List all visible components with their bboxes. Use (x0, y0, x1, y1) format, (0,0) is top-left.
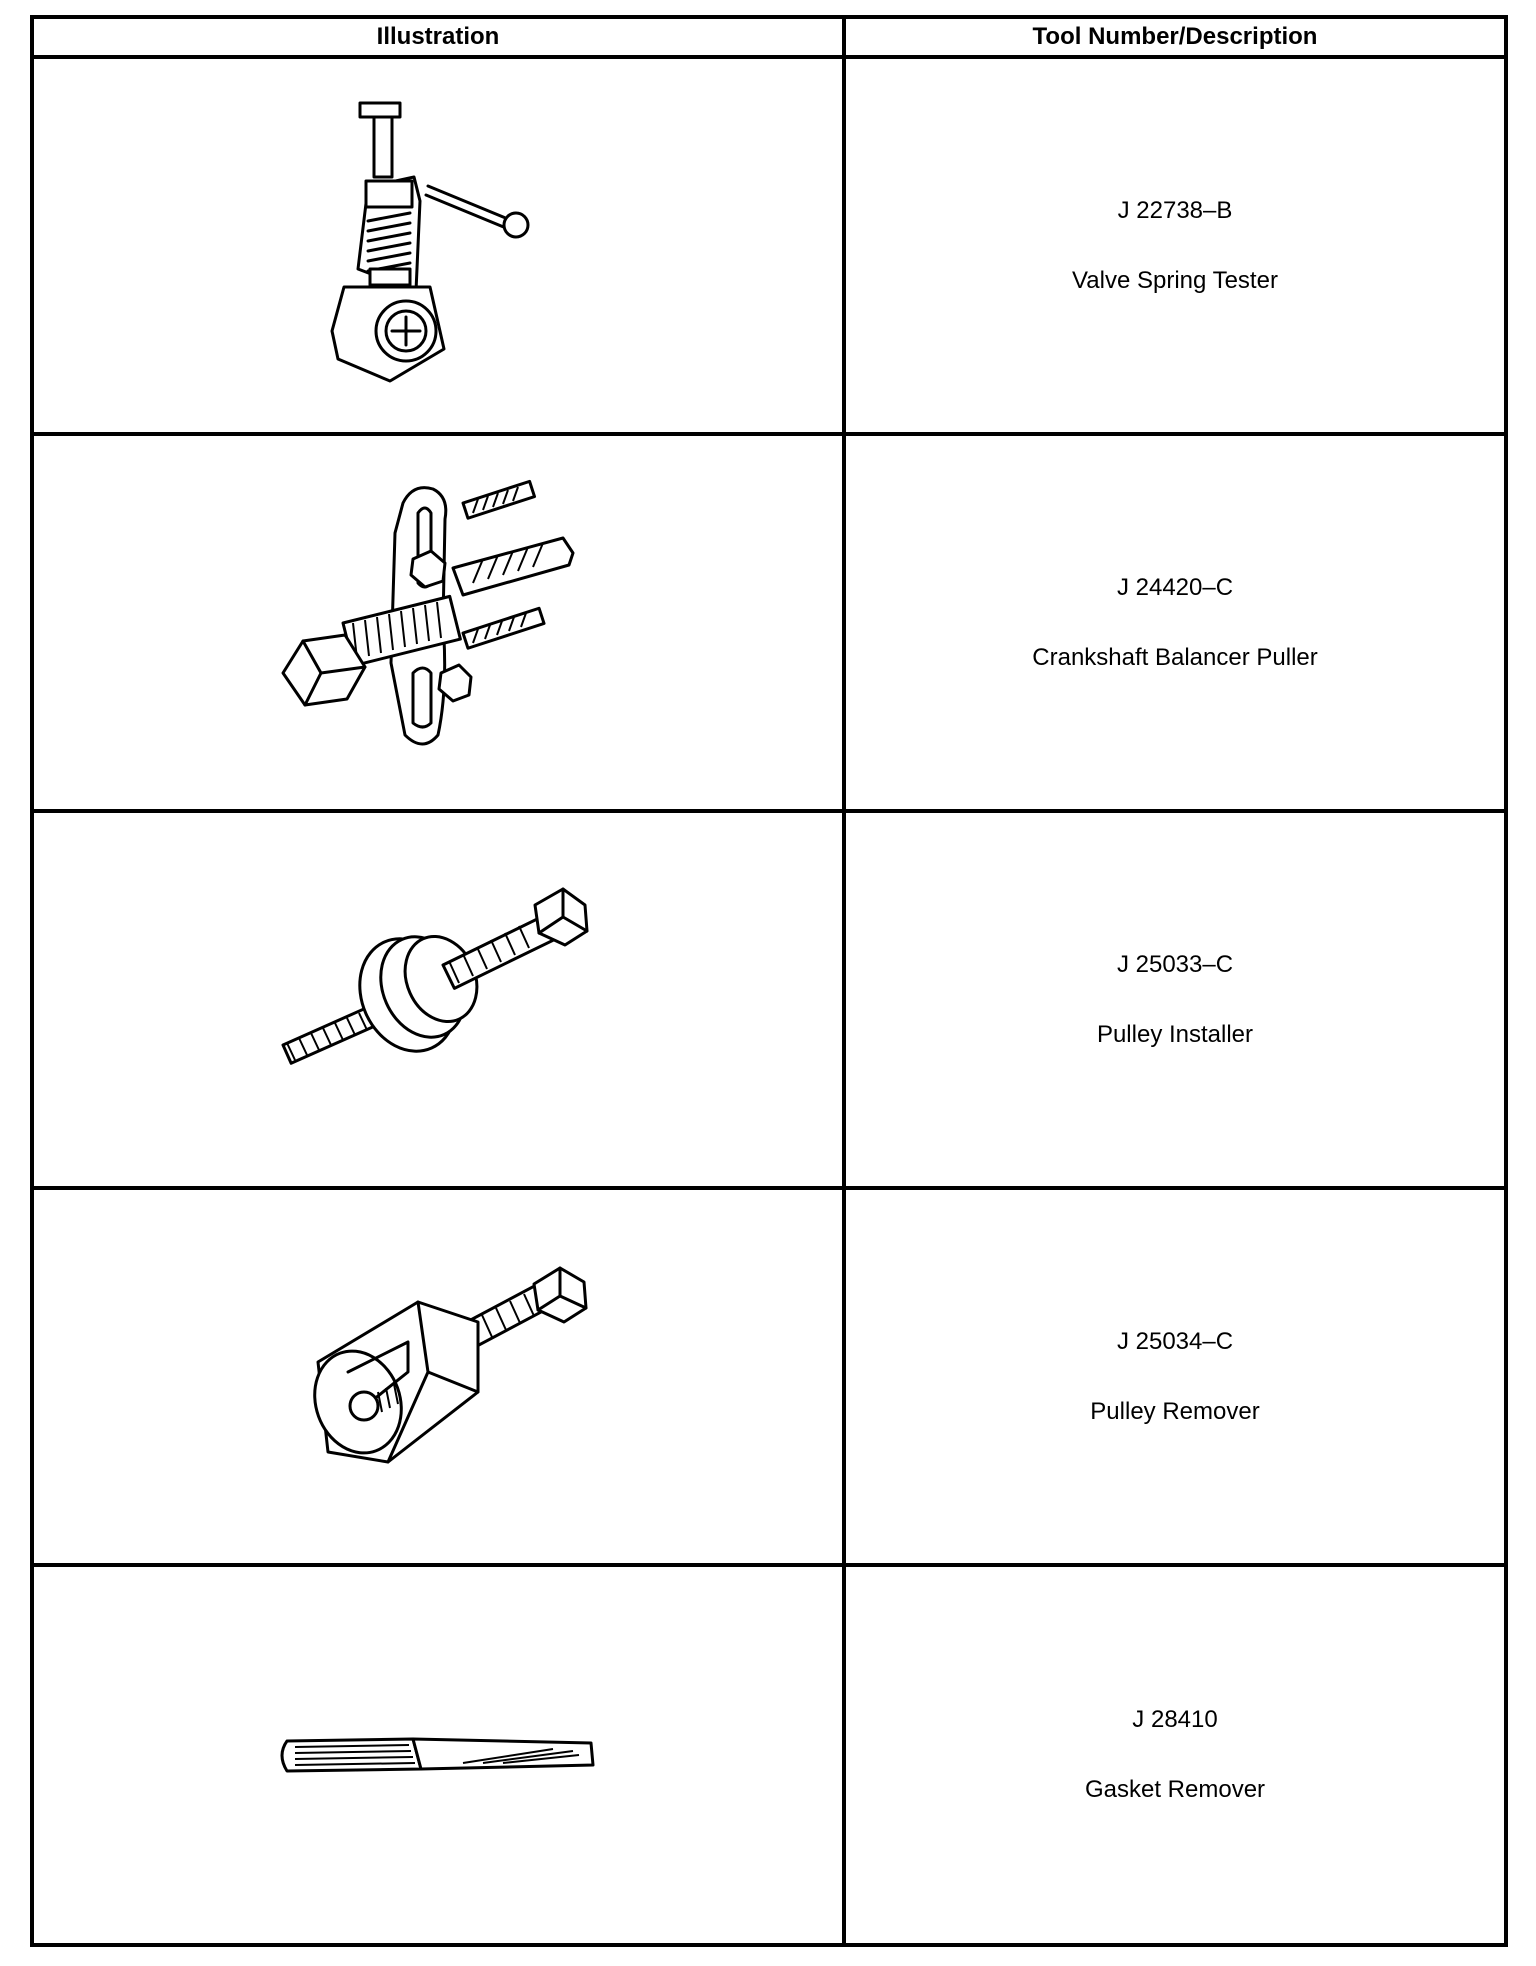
description-cell (844, 811, 1506, 1188)
pulley-remover-icon (278, 1262, 598, 1492)
illustration-cell (32, 1188, 844, 1565)
table-row (32, 1188, 1506, 1565)
illustration-cell (32, 434, 844, 811)
tool-description: Valve Spring Tester (1072, 266, 1278, 294)
illustration-cell (32, 811, 844, 1188)
tool-description: Pulley Remover (1090, 1397, 1260, 1425)
header-tool-number-description: Tool Number/Description (844, 17, 1506, 57)
gasket-remover-icon (273, 1725, 603, 1785)
description-cell (844, 1188, 1506, 1565)
pulley-installer-icon (273, 875, 603, 1125)
table-header-row (32, 17, 1506, 57)
tool-table (30, 15, 1508, 1947)
illustration-cell (32, 1565, 844, 1945)
illustration-cell (32, 57, 844, 434)
description-cell (844, 1565, 1506, 1945)
tool-description: Gasket Remover (1084, 1776, 1266, 1803)
table-row (32, 1565, 1506, 1945)
tool-number: J 22738–B (1117, 196, 1233, 224)
description-cell (844, 434, 1506, 811)
tool-number: J 28410 (1132, 1706, 1218, 1733)
valve-spring-tester-icon (318, 91, 558, 401)
tool-description: Pulley Installer (1096, 1020, 1254, 1048)
tool-number: J 25034–C (1116, 1327, 1234, 1355)
header-illustration: Illustration (32, 17, 844, 57)
tool-description: Crankshaft Balancer Puller (1032, 643, 1318, 671)
table-row (32, 57, 1506, 434)
tool-number: J 25033–C (1116, 950, 1234, 978)
crankshaft-balancer-puller-icon (273, 473, 603, 773)
table-row (32, 811, 1506, 1188)
tool-number: J 24420–C (1116, 573, 1234, 601)
table-row (32, 434, 1506, 811)
description-cell (844, 57, 1506, 434)
